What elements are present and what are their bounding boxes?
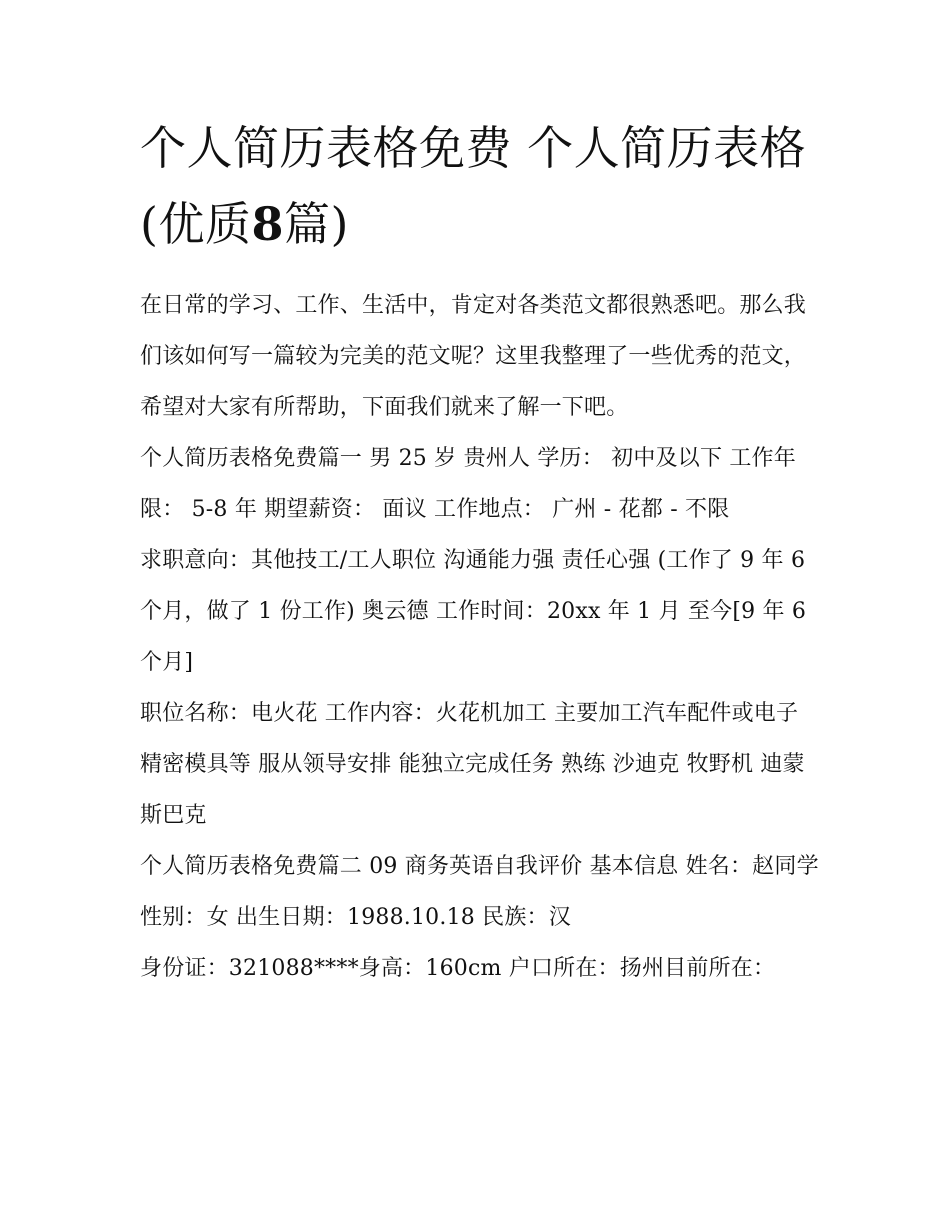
resume-one-job-intent: 求职意向：其他技工/工人职位 沟通能力强 责任心强 (工作了 9 年 6 个月，做了 1 份工作) 奥云德 工作时间：20xx 年 1 月 至今[9 年 6 个月] <box>140 548 807 675</box>
resume-two-id-info: 身份证：321088****身高：160cm 户口所在：扬州目前所在： <box>140 956 776 981</box>
intro-paragraph: 在日常的学习、工作、生活中，肯定对各类范文都很熟悉吧。那么我们该如何写一篇较为完美的范文呢？这里我整理了一些优秀的范文，希望对大家有所帮助，下面我们就来了解一下吧。 <box>140 293 807 420</box>
resume-one-basic-info: 个人简历表格免费篇一 男 25 岁 贵州人 学历： 初中及以下 工作年限： 5-8 年 期望薪资： 面议 工作地点： 广州 - 花都 - 不限 <box>140 446 796 522</box>
resume-two-basic-info: 个人简历表格免费篇二 09 商务英语自我评价 基本信息 姓名：赵同学性别：女 出生日期：1988.10.18 民族：汉 <box>140 854 819 930</box>
document-page <box>140 110 820 994</box>
title-count: 8 <box>251 197 284 251</box>
resume-one-position: 职位名称：电火花 工作内容：火花机加工 主要加工汽车配件或电子精密模具等 服从领导安排 能独立完成任务 熟练 沙迪克 牧野机 迪蒙斯巴克 <box>140 701 805 828</box>
document-title: 个人简历表格免费 个人简历表格(优质8篇) <box>140 121 807 251</box>
